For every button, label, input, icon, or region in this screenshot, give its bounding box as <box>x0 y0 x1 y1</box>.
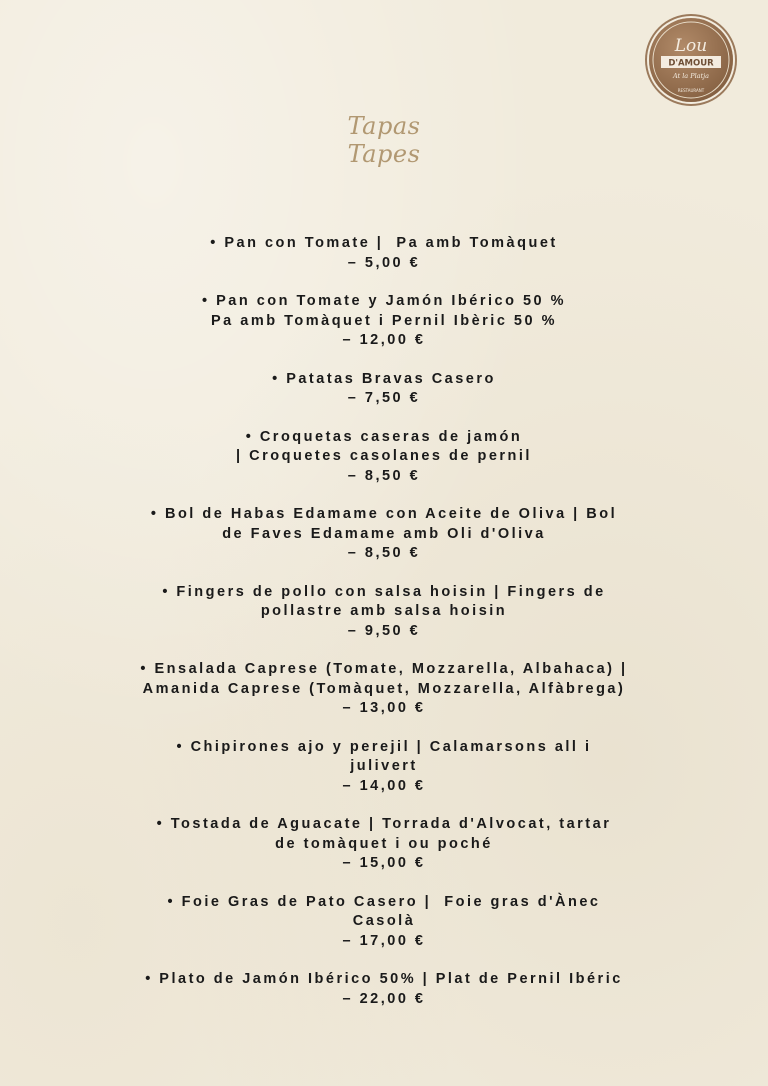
menu-item-price: – 14,00 € <box>342 777 426 794</box>
menu-item-price: – 15,00 € <box>342 855 426 871</box>
menu-item <box>100 292 668 351</box>
menu-item-name: • Pan con Tomate y Jamón Ibérico 50 % Pa amb Tomàquet i Pernil Ibèric 50 % <box>201 293 567 329</box>
menu-item-price: – 12,00 € <box>342 332 426 348</box>
menu-item-name: • Foie Gras de Pato Casero | Foie gras d'Ànec Casolà <box>167 893 601 929</box>
menu-item-price: – 13,00 € <box>342 700 426 716</box>
menu-item <box>100 660 668 719</box>
menu-item-name: • Bol de Habas Edamame con Aceite de Oliva | Bol de Faves Edamame amb Oli d'Oliva <box>150 506 618 542</box>
restaurant-logo <box>649 18 733 102</box>
menu-item-name: • Fingers de pollo con salsa hoisin | Fingers de pollastre amb salsa hoisin <box>162 583 606 619</box>
menu-item <box>100 893 668 952</box>
menu-item <box>100 370 668 409</box>
menu-item-name: • Ensalada Caprese (Tomate, Mozzarella, Albahaca) | Amanida Caprese (Tomàquet, Mozzarella, Alfàbrega) <box>140 661 628 697</box>
logo-script-text: Lou <box>674 36 708 56</box>
menu-item-price: – 8,50 € <box>347 467 421 484</box>
tapas-menu-list <box>100 234 668 1028</box>
menu-item <box>100 505 668 564</box>
logo-brand-text: D'AMOUR <box>668 58 714 69</box>
menu-title-spanish: Tapas <box>347 112 421 140</box>
menu-item <box>100 738 668 797</box>
menu-item-name: • Plato de Jamón Ibérico 50% | Plat de Pernil Ibéric <box>145 971 623 987</box>
menu-item-name: • Pan con Tomate | Pa amb Tomàquet <box>210 235 558 251</box>
menu-item-name: • Tostada de Aguacate | Torrada d'Alvocat, tartar de tomàquet i ou poché <box>156 816 612 852</box>
menu-item-price: – 8,50 € <box>347 545 421 561</box>
menu-item <box>100 428 668 487</box>
menu-item-price: – 9,50 € <box>347 622 421 639</box>
menu-item-price: – 22,00 € <box>342 990 426 1007</box>
menu-item-price: – 7,50 € <box>347 390 421 406</box>
logo-restaurant-text: RESTAURANT <box>677 88 705 93</box>
menu-item-name: • Patatas Bravas Casero <box>272 370 496 387</box>
menu-item-name: • Croquetas caseras de jamón | Croquetes casolanes de pernil <box>236 428 532 464</box>
menu-item <box>100 970 668 1009</box>
menu-item <box>100 815 668 874</box>
menu-item-name: • Chipirones ajo y perejil | Calamarsons all i julivert <box>176 738 592 774</box>
logo-subtitle-text: At la Platja <box>672 72 710 80</box>
menu-title-catalan: Tapes <box>347 140 421 168</box>
menu-item-price: – 5,00 € <box>347 254 421 271</box>
menu-item <box>100 234 668 273</box>
menu-item-price: – 17,00 € <box>342 932 426 949</box>
menu-item <box>100 583 668 642</box>
